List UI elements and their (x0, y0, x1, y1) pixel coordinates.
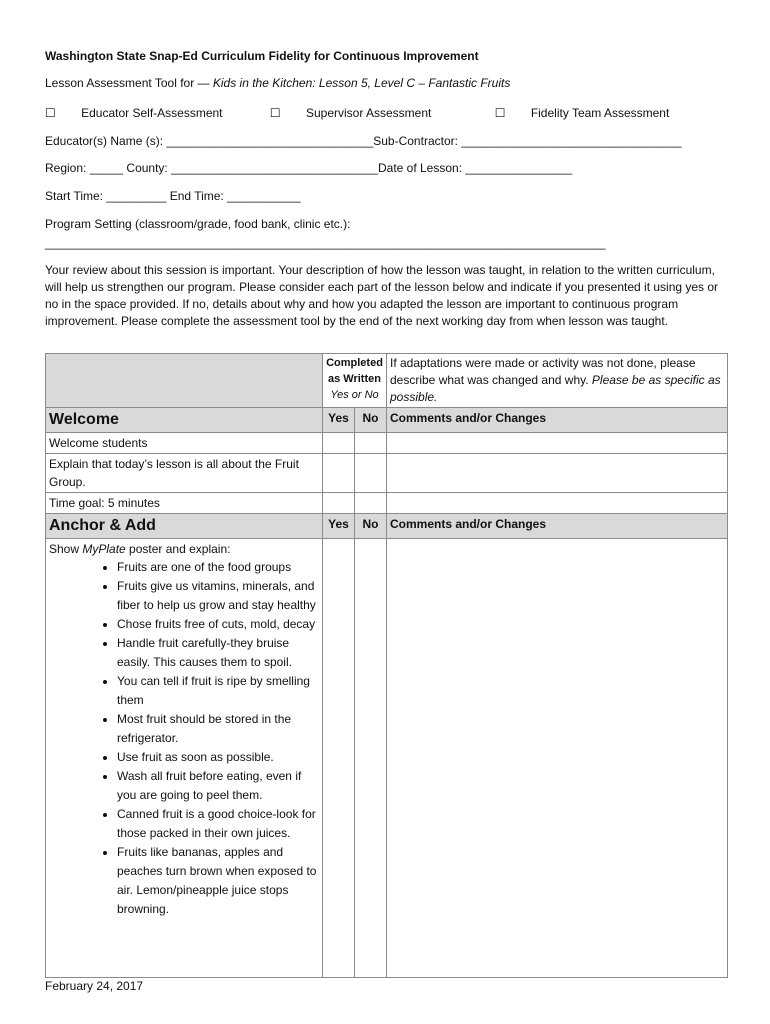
adaptation-text: If adaptations were made or activity was not done, please describe what was changed and why. (390, 356, 696, 387)
welcome-section-title: Welcome (46, 408, 323, 433)
comments-header: Comments and/or Changes (387, 408, 728, 433)
table-row (46, 433, 728, 454)
comments-cell[interactable] (387, 493, 728, 514)
checkbox-icon: ☐ (45, 106, 56, 120)
yes-cell[interactable] (323, 433, 355, 454)
activity-cell: Explain that today’s lesson is all about the Fruit Group. (46, 454, 323, 493)
no-header: No (355, 514, 387, 539)
no-cell[interactable] (355, 493, 387, 514)
comments-cell[interactable] (387, 454, 728, 493)
header-blank-cell (46, 354, 323, 408)
comments-cell[interactable] (387, 433, 728, 454)
checkbox-label: Fidelity Team Assessment (530, 106, 670, 120)
table-header-row (46, 354, 728, 408)
no-cell[interactable] (355, 433, 387, 454)
anchor-section-row (46, 514, 728, 539)
checkbox-label: Educator Self-Assessment (81, 106, 223, 120)
activity-cell (46, 539, 323, 978)
activity-cell: Time goal: 5 minutes (46, 493, 323, 514)
fruit-facts-list (49, 558, 319, 919)
list-item: • Wash all fruit before eating, even if you are going to peel them. (117, 767, 319, 805)
yes-cell[interactable] (323, 454, 355, 493)
comments-header: Comments and/or Changes (387, 514, 728, 539)
intro-prefix: Show (49, 542, 83, 556)
list-item: • You can tell if fruit is ripe by smelling them (117, 672, 319, 710)
checkbox-icon: ☐ (494, 106, 506, 120)
yes-cell[interactable] (323, 539, 355, 978)
welcome-section-row (46, 408, 728, 433)
table-row (46, 454, 728, 493)
list-item: • Handle fruit carefully-they bruise easily. This causes them to spoil. (117, 634, 319, 672)
document-title: Washington State Snap-Ed Curriculum Fidelity for Continuous Improvement (45, 49, 479, 63)
completed-header (323, 354, 387, 408)
myplate-intro (49, 540, 319, 558)
yes-cell[interactable] (323, 493, 355, 514)
lesson-subtitle (45, 76, 510, 90)
program-setting-line[interactable]: ____________________________________________________________________________________ (45, 236, 606, 250)
checkbox-supervisor-assessment[interactable] (270, 106, 454, 120)
activity-cell: Welcome students (46, 433, 323, 454)
completed-label: Completed as Written (326, 357, 383, 385)
myplate-name: MyPlate (82, 542, 126, 556)
footer-date: February 24, 2017 (45, 979, 144, 993)
educator-name-field[interactable]: Educator(s) Name (s): _______________________________Sub-Contractor: _________________________________ (45, 134, 682, 148)
assessment-type-options (45, 106, 713, 120)
list-item: • Most fruit should be stored in the refrigerator. (117, 710, 319, 748)
lesson-name: Kids in the Kitchen: Lesson 5, Level C – Fantastic Fruits (212, 76, 511, 90)
checkbox-icon: ☐ (269, 106, 281, 120)
yes-header: Yes (323, 514, 355, 539)
program-setting-label: Program Setting (classroom/grade, food bank, clinic etc.): (45, 217, 351, 231)
no-header: No (355, 408, 387, 433)
list-item: • Fruits are one of the food groups (117, 558, 319, 577)
list-item: • Fruits like bananas, apples and peaches turn brown when exposed to air. Lemon/pineapple juice stops browning. (117, 843, 319, 919)
comments-cell[interactable] (387, 539, 728, 978)
table-row (46, 493, 728, 514)
start-end-time-field[interactable]: Start Time: _________ End Time: ___________ (45, 189, 301, 203)
checkbox-fidelity-team-assessment[interactable] (495, 106, 692, 120)
intro-suffix: poster and explain: (125, 542, 231, 556)
checkbox-educator-self-assessment[interactable] (45, 106, 245, 120)
yes-header: Yes (323, 408, 355, 433)
region-county-date-field[interactable]: Region: _____ County: _______________________________Date of Lesson: ________________ (45, 161, 573, 175)
instructions-paragraph: Your review about this session is important. Your description of how the lesson was taught, in relation to the written curriculum, will help us strengthen our program. Please consider each part of the lesson below and indicate if you presented it using yes or no in the space provided. If no, details about why and how you adapted the lesson are important to continuous program improvement. Please complete the assessment tool by the end of the next working day from when lesson was taught. (45, 263, 719, 328)
no-cell[interactable] (355, 454, 387, 493)
no-cell[interactable] (355, 539, 387, 978)
subtitle-prefix: Lesson Assessment Tool for — (45, 76, 213, 90)
lesson-assessment-table (45, 353, 728, 978)
adaptation-italic: Please be as specific as possible. (390, 373, 721, 404)
table-row (46, 539, 728, 978)
adaptation-header (387, 354, 728, 408)
checkbox-label: Supervisor Assessment (305, 106, 432, 120)
list-item: • Use fruit as soon as possible. (117, 748, 319, 767)
yes-or-no-label: Yes or No (330, 389, 379, 401)
anchor-section-title: Anchor & Add (46, 514, 323, 539)
list-item: • Chose fruits free of cuts, mold, decay (117, 615, 319, 634)
list-item: • Fruits give us vitamins, minerals, and fiber to help us grow and stay healthy (117, 577, 319, 615)
list-item: • Canned fruit is a good choice-look for those packed in their own juices. (117, 805, 319, 843)
